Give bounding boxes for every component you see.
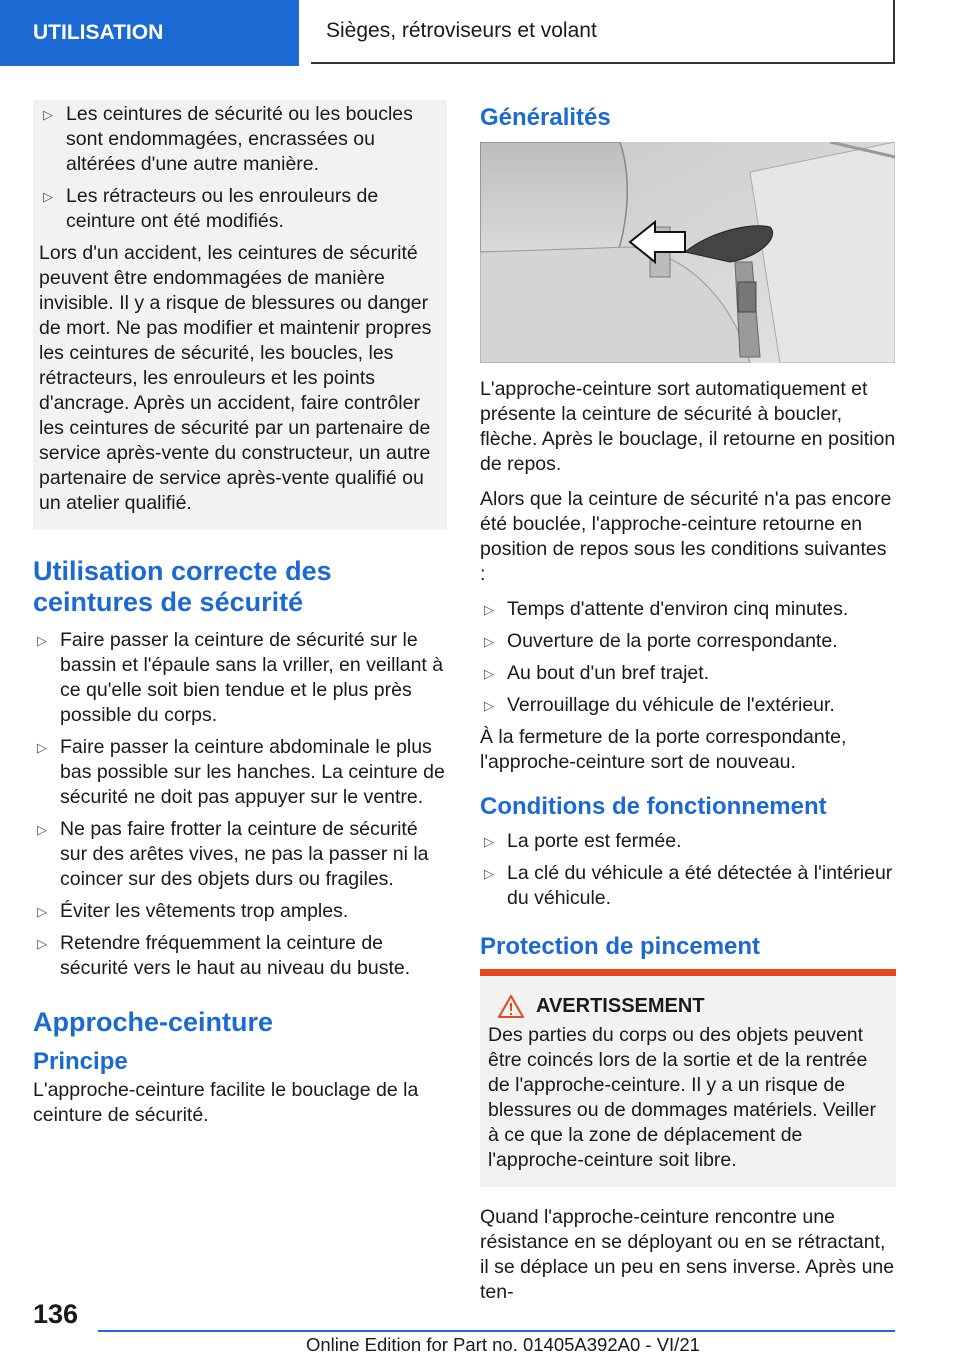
triangle-bullet-icon: ▷ [37, 740, 47, 755]
triangle-bullet-icon: ▷ [484, 602, 494, 617]
list-item: ▷ Les rétracteurs ou les enrouleurs de ceinture ont été modifiés. [43, 185, 379, 232]
list-item: ▷ La clé du véhicule a été détectée à l'intérieur du véhicule. [484, 862, 893, 909]
correct-use-list [33, 628, 447, 981]
warning-header [488, 994, 888, 1019]
warning-paragraph: Lors d'un accident, les ceintures de sécurité peuvent être endommagées de manière invisible. Il y a risque de blessures ou danger de mort. Ne pas modifier et maintenir propres les ceintures de sécurité, les boucles, les rétracteurs, les enrouleurs et les points d'ancrage. Après un accident, faire contrôler les ceintures de sécurité par un partenaire de service après-vente du constructeur, un autre partenaire de service après-vente qualifié ou un atelier qualifié. [39, 242, 432, 514]
warning-continuation-box [33, 100, 447, 530]
left-column [33, 100, 447, 1138]
belt-presenter-illustration [480, 142, 895, 363]
chapter-title: Sièges, rétroviseurs et volant [311, 0, 895, 64]
belt-presenter-image [480, 142, 895, 363]
triangle-bullet-icon: ▷ [37, 822, 47, 837]
warning-box [480, 969, 896, 1187]
triangle-bullet-icon: ▷ [484, 698, 494, 713]
triangle-bullet-icon: ▷ [37, 904, 47, 919]
protection-para: Quand l'approche-ceinture rencontre une résistance en se déployant ou en se rétractant, il se déplace un peu en sens inverse. Après une ten- [480, 1206, 895, 1303]
fonctionnement-list [480, 829, 896, 911]
triangle-bullet-icon: ▷ [37, 936, 47, 951]
generalites-para-2: Alors que la ceinture de sécurité n'a pas encore été bouclée, l'approche-ceinture retourne en position de repos sous les conditions suivantes : [480, 488, 892, 585]
list-item: ▷ Temps d'attente d'environ cinq minutes. [484, 598, 849, 620]
page-number: 136 [33, 1299, 79, 1329]
triangle-bullet-icon: ▷ [484, 666, 494, 681]
list-item: ▷ Au bout d'un bref trajet. [484, 662, 710, 684]
list-item: ▷ Retendre fréquemment la ceinture de sécurité vers le haut au niveau du buste. [37, 932, 411, 979]
list-item: ▷ Ouverture de la porte correspondante. [484, 630, 838, 652]
conditions-list [480, 597, 896, 718]
triangle-bullet-icon: ▷ [43, 189, 53, 204]
page-header [0, 0, 960, 66]
heading-generalites: Généralités [480, 104, 611, 131]
heading-correct-use: Utilisation correcte des ceintures de sécurité [33, 556, 332, 617]
list-item: ▷ Faire passer la ceinture abdominale le plus bas possible sur les hanches. La ceinture de sécurité ne doit pas appuyer sur le ventre. [37, 736, 445, 808]
list-item: ▷ Faire passer la ceinture de sécurité sur le bassin et l'épaule sans la vriller, en veillant à ce qu'elle soit bien tendue et le plus près possible du corps. [37, 629, 444, 726]
list-item: ▷ Les ceintures de sécurité ou les boucles sont endommagées, encrassées ou altérées d'une autre manière. [43, 103, 413, 175]
footer-divider [98, 1330, 895, 1332]
triangle-bullet-icon: ▷ [484, 866, 494, 881]
triangle-bullet-icon: ▷ [37, 633, 47, 648]
list-item: ▷ Éviter les vêtements trop amples. [37, 900, 349, 922]
principe-text: L'approche-ceinture facilite le bouclage de la ceinture de sécurité. [33, 1079, 419, 1126]
warning-triangle-icon [498, 995, 524, 1018]
heading-approche: Approche-ceinture [33, 1007, 274, 1037]
edition-text: Online Edition for Part no. 01405A392A0 - VI/21 [306, 1334, 700, 1355]
list-item: ▷ Verrouillage du véhicule de l'extérieur. [484, 694, 835, 716]
warning-title: AVERTISSEMENT [536, 995, 705, 1017]
damage-list [39, 102, 439, 234]
triangle-bullet-icon: ▷ [484, 834, 494, 849]
right-column [480, 100, 896, 1315]
section-tab[interactable]: UTILISATION [0, 0, 299, 66]
list-item: ▷ La porte est fermée. [484, 830, 682, 852]
triangle-bullet-icon: ▷ [43, 107, 53, 122]
heading-protection: Protection de pincement [480, 933, 761, 960]
triangle-bullet-icon: ▷ [484, 634, 494, 649]
list-item: ▷ Ne pas faire frotter la ceinture de sécurité sur des arêtes vives, ne pas la passer ni la coincer sur des objets durs ou fragiles. [37, 818, 429, 890]
generalites-para-1: L'approche-ceinture sort automatiquement et présente la ceinture de sécurité à boucler, flèche. Après le bouclage, il retourne en position de repos. [480, 378, 896, 475]
warning-text: Des parties du corps ou des objets peuvent être coincés lors de la sortie et de la rentrée de l'approche-ceinture. Il y a un risque de blessures ou de dommages matériels. Veiller à ce que la zone de déplacement de l'approche-ceinture soit libre. [488, 1024, 877, 1171]
generalites-para-3: À la fermeture de la porte correspondante, l'approche-ceinture sort de nouveau. [480, 726, 847, 773]
heading-principe: Principe [33, 1048, 128, 1075]
heading-fonctionnement: Conditions de fonctionnement [480, 793, 827, 820]
